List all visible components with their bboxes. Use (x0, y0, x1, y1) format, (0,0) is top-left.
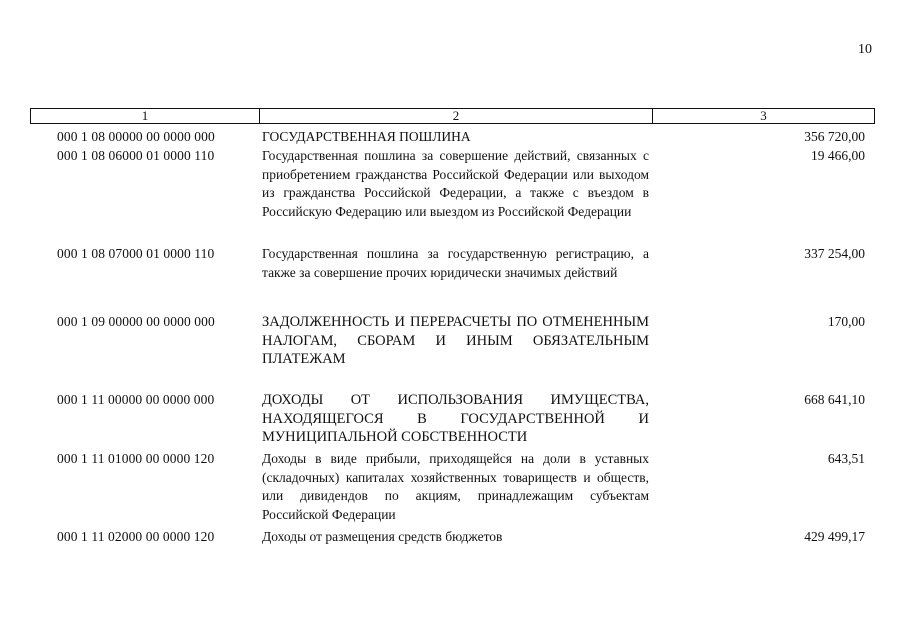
row-name: ЗАДОЛЖЕННОСТЬ И ПЕРЕРАСЧЕТЫ ПО ОТМЕНЕННЫМ НАЛОГАМ, СБОРАМ И ИНЫМ ОБЯЗАТЕЛЬНЫМ ПЛАТЕЖАМ (262, 314, 649, 367)
row-name: Государственная пошлина за совершение действий, связанных с приобретением гражданства Российской Федерации или выходом из гражданства Российской Федерации, а также с въездом в Российскую Федерацию или выездом из Российской Федерации (262, 148, 649, 219)
row-amount: 170,00 (827, 314, 865, 329)
page-number: 10 (858, 42, 872, 57)
table-header (30, 108, 875, 124)
row-code: 000 1 08 07000 01 0000 110 (57, 246, 215, 261)
row-amount: 356 720,00 (804, 129, 865, 144)
row-amount: 337 254,00 (804, 246, 865, 261)
header-col-3: 3 (760, 108, 767, 123)
row-name: ГОСУДАРСТВЕННАЯ ПОШЛИНА (262, 129, 471, 144)
row-name: Государственная пошлина за государственную регистрацию, а также за совершение прочих юридически значимых действий (262, 246, 649, 280)
row-code: 000 1 11 00000 00 0000 000 (57, 392, 215, 407)
row-name: Доходы в виде прибыли, приходящейся на доли в уставных (складочных) капиталах хозяйственных товариществ и обществ, или дивидендов по акциям, принадлежащим субъектам Российской Федерации (262, 451, 649, 522)
row-code: 000 1 11 01000 00 0000 120 (57, 451, 215, 466)
row-amount: 429 499,17 (804, 529, 865, 544)
row-name: Доходы от размещения средств бюджетов (262, 529, 503, 544)
header-col-2: 2 (260, 109, 653, 123)
row-code: 000 1 09 00000 00 0000 000 (57, 314, 215, 329)
row-code: 000 1 08 06000 01 0000 110 (57, 148, 215, 163)
row-code: 000 1 11 02000 00 0000 120 (57, 529, 215, 544)
row-name: ДОХОДЫ ОТ ИСПОЛЬЗОВАНИЯ ИМУЩЕСТВА, НАХОДЯЩЕГОСЯ В ГОСУДАРСТВЕННОЙ И МУНИЦИПАЛЬНОЙ СОБСТВЕННОСТИ (262, 392, 649, 445)
row-amount: 643,51 (827, 451, 865, 466)
header-col-1: 1 (31, 109, 260, 123)
row-amount: 19 466,00 (811, 148, 865, 163)
row-amount: 668 641,10 (804, 392, 865, 407)
row-code: 000 1 08 00000 00 0000 000 (57, 129, 215, 144)
